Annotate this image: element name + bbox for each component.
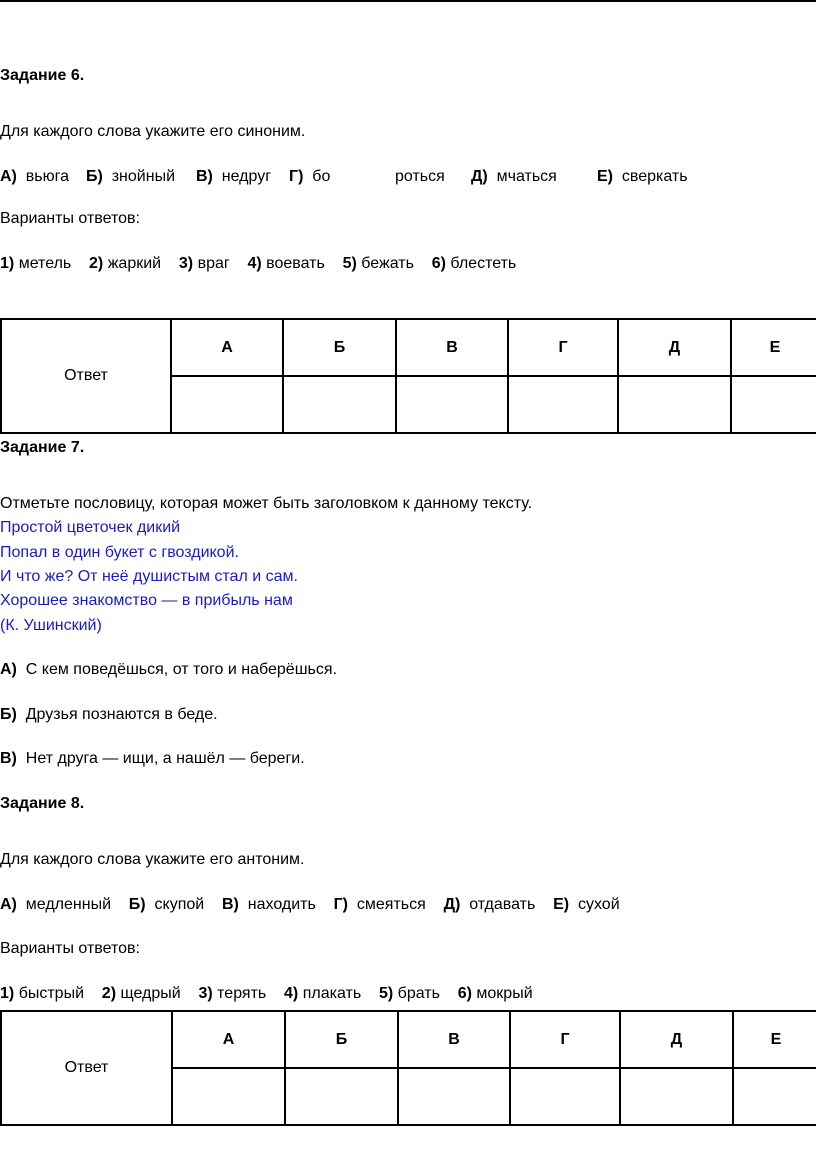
task8-answer-cell[interactable] — [398, 1068, 510, 1125]
task8-variants-label: Варианты ответов: — [0, 940, 140, 957]
task8-word-list: А) медленный Б) скупой В) находить Г) смеяться Д) отдавать Е) сухой — [0, 896, 620, 913]
task8-title: Задание 8. — [0, 795, 85, 812]
task6-answer-cell[interactable] — [508, 376, 618, 433]
task8-answer-cell[interactable] — [285, 1068, 398, 1125]
task6-answer-cell[interactable] — [396, 376, 508, 433]
task6-header-d: Д — [618, 319, 731, 376]
task8-answer-cell[interactable] — [510, 1068, 620, 1125]
task6-word: Д) мчаться — [471, 168, 557, 185]
poem-line: Простой цветочек дикий — [0, 519, 181, 536]
poem-line: Попал в один букет с гвоздикой. — [0, 544, 239, 561]
task6-word: А) вьюга — [0, 168, 69, 185]
task6-word-fragment: роться — [395, 168, 445, 185]
task8-answer-cell[interactable] — [733, 1068, 816, 1125]
task8-answer-label: Ответ — [1, 1011, 172, 1125]
task6-answer-cell[interactable] — [731, 376, 816, 433]
task8-instruction: Для каждого слова укажите его антоним. — [0, 851, 305, 868]
task6-answer-label: Ответ — [1, 319, 171, 433]
task8-header-b: Б — [285, 1011, 398, 1068]
poem-line: И что же? От неё душистым стал и сам. — [0, 568, 298, 585]
task6-answer-cell[interactable] — [618, 376, 731, 433]
task7-instruction: Отметьте пословицу, которая может быть заголовком к данному тексту. — [0, 495, 533, 512]
poem-author: (К. Ушинский) — [0, 617, 102, 634]
task8-header-d: Д — [620, 1011, 733, 1068]
task6-header-b: Б — [283, 319, 396, 376]
task6-answer-cell[interactable] — [171, 376, 283, 433]
task6-answer-table — [0, 318, 816, 434]
task6-word: Б) знойный — [86, 168, 175, 185]
task6-variants-label: Варианты ответов: — [0, 210, 140, 227]
task7-option-a[interactable]: А) С кем поведёшься, от того и наберёшься. — [0, 661, 337, 678]
task8-answer-cell[interactable] — [620, 1068, 733, 1125]
task7-option-v[interactable]: В) Нет друга — ищи, а нашёл — береги. — [0, 750, 305, 767]
task8-header-g: Г — [510, 1011, 620, 1068]
task8-variants: 1) быстрый 2) щедрый 3) терять 4) плакать 5) брать 6) мокрый — [0, 985, 533, 1002]
task8-answer-table — [0, 1010, 816, 1126]
task6-header-g: Г — [508, 319, 618, 376]
top-rule — [0, 0, 816, 2]
task8-answer-cell[interactable] — [172, 1068, 285, 1125]
task6-header-a: А — [171, 319, 283, 376]
task8-header-a: А — [172, 1011, 285, 1068]
task7-option-b[interactable]: Б) Друзья познаются в беде. — [0, 706, 218, 723]
task8-header-v: В — [398, 1011, 510, 1068]
task6-header-v: В — [396, 319, 508, 376]
task6-word: Г) бо — [289, 168, 331, 185]
task6-header-e: Е — [731, 319, 816, 376]
task6-word: Е) сверкать — [597, 168, 688, 185]
task7-title: Задание 7. — [0, 439, 85, 456]
task6-instruction: Для каждого слова укажите его синоним. — [0, 123, 306, 140]
poem-line: Хорошее знакомство — в прибыль нам — [0, 592, 293, 609]
task6-title: Задание 6. — [0, 67, 85, 84]
task6-word: В) недруг — [196, 168, 272, 185]
task6-answer-cell[interactable] — [283, 376, 396, 433]
task6-variants: 1) метель 2) жаркий 3) враг 4) воевать 5) бежать 6) блестеть — [0, 255, 517, 272]
task8-header-e: Е — [733, 1011, 816, 1068]
